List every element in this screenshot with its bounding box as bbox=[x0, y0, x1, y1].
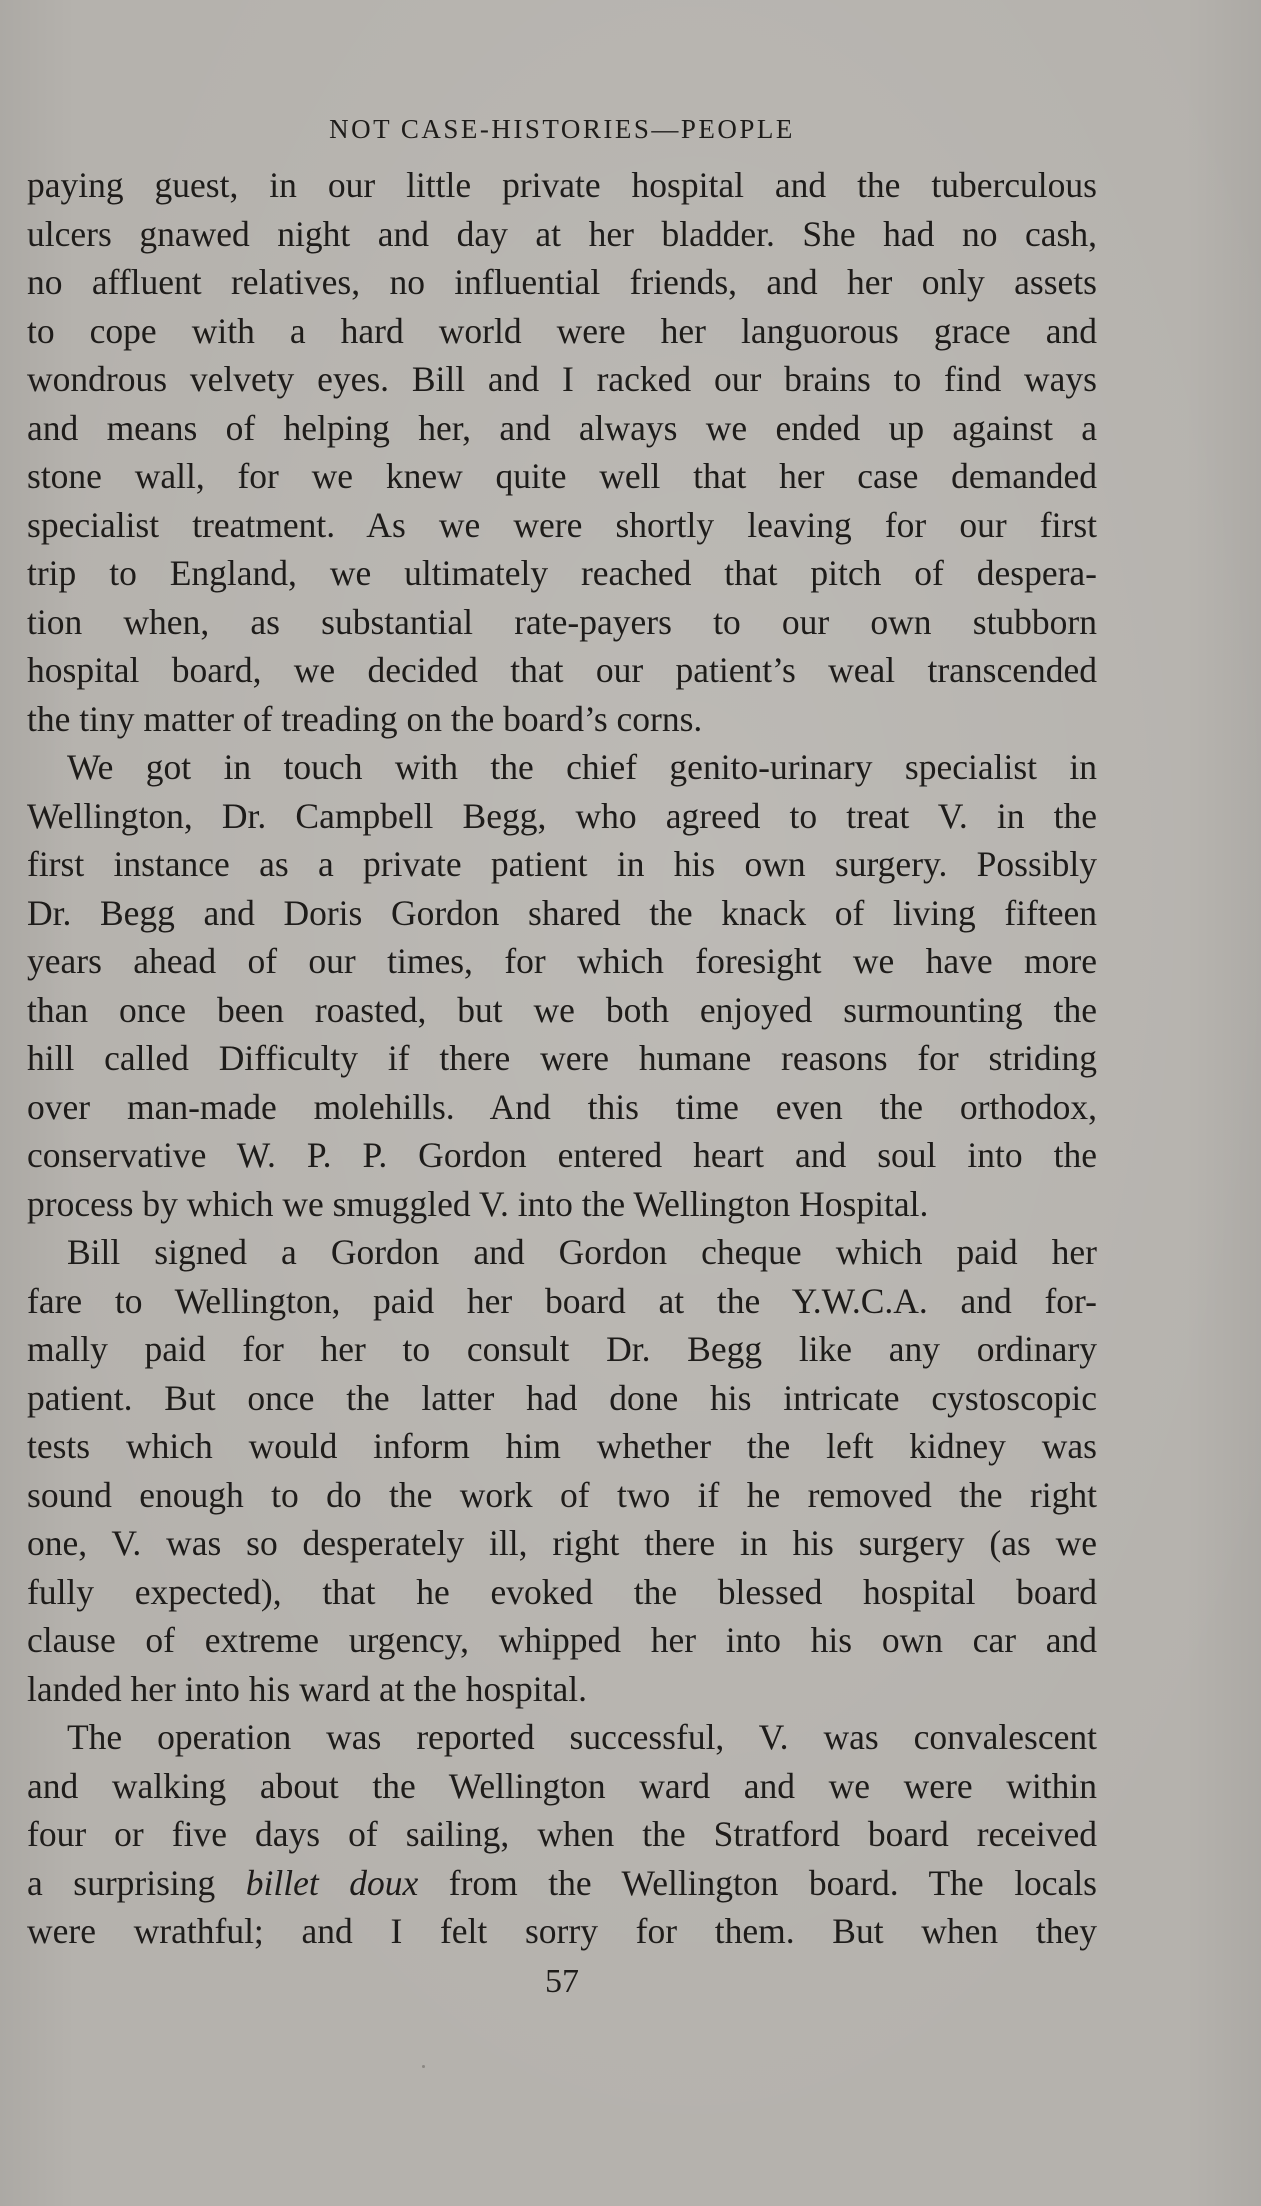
text-line: patient. But once the latter had done his intricate cystoscopic bbox=[27, 1377, 1097, 1418]
page-number: 57 bbox=[545, 1963, 579, 2000]
text-line: and walking about the Wellington ward and we were within bbox=[27, 1765, 1097, 1806]
text-line: landed her into his ward at the hospital. bbox=[27, 1668, 587, 1709]
text-line: stone wall, for we knew quite well that her case demanded bbox=[27, 456, 1097, 496]
running-head: NOT CASE-HISTORIES—PEOPLE bbox=[329, 114, 795, 144]
text-line: one, V. was so desperately ill, right there in his surgery (as we bbox=[27, 1523, 1097, 1563]
text-line: first instance as a private patient in his own surgery. Possibly bbox=[27, 844, 1097, 884]
text-line: tion when, as substantial rate-payers to our own stubborn bbox=[27, 601, 1097, 642]
text-line: tests which would inform him whether the left kidney was bbox=[27, 1426, 1097, 1466]
text-line: specialist treatment. As we were shortly leaving for our first bbox=[27, 504, 1097, 545]
text-line: four or five days of sailing, when the Stratford board received bbox=[27, 1814, 1097, 1854]
text-line: the tiny matter of treading on the board’s corns. bbox=[27, 698, 703, 739]
text-line: Bill signed a Gordon and Gordon cheque which paid her bbox=[67, 1232, 1097, 1272]
text-line: years ahead of our times, for which foresight we have more bbox=[27, 941, 1097, 981]
text-segment: a surprising bbox=[27, 1862, 246, 1903]
text-line: than once been roasted, but we both enjoyed surmounting the bbox=[27, 989, 1097, 1030]
text-line: fare to Wellington, paid her board at the Y.W.C.A. and for- bbox=[27, 1280, 1097, 1321]
text-line bbox=[27, 1859, 1097, 1908]
book-page bbox=[27, 0, 1097, 2206]
text-line: no affluent relatives, no influential friends, and her only assets bbox=[27, 262, 1097, 302]
text-line: wondrous velvety eyes. Bill and I racked our brains to find ways bbox=[27, 359, 1097, 399]
text-line: ulcers gnawed night and day at her bladder. She had no cash, bbox=[27, 213, 1097, 254]
text-line: to cope with a hard world were her languorous grace and bbox=[27, 310, 1097, 351]
text-line: clause of extreme urgency, whipped her into his own car and bbox=[27, 1620, 1097, 1660]
text-line: process by which we smuggled V. into the Wellington Hospital. bbox=[27, 1183, 929, 1224]
text-line: hill called Difficulty if there were humane reasons for striding bbox=[27, 1038, 1097, 1078]
text-line: paying guest, in our little private hospital and the tuberculous bbox=[27, 165, 1097, 205]
text-line: fully expected), that he evoked the blessed hospital board bbox=[27, 1571, 1097, 1612]
text-line: The operation was reported successful, V. was convalescent bbox=[67, 1717, 1097, 1757]
body-text bbox=[27, 161, 1097, 1956]
text-line: sound enough to do the work of two if he removed the right bbox=[27, 1474, 1097, 1515]
text-line: Dr. Begg and Doris Gordon shared the knack of living fifteen bbox=[27, 892, 1097, 933]
text-line: and means of helping her, and always we ended up against a bbox=[27, 407, 1097, 448]
text-line: conservative W. P. P. Gordon entered heart and soul into the bbox=[27, 1135, 1097, 1175]
text-line: trip to England, we ultimately reached that pitch of despera- bbox=[27, 553, 1097, 593]
text-line: hospital board, we decided that our patient’s weal transcended bbox=[27, 650, 1097, 690]
italic-phrase: billet doux bbox=[245, 1862, 419, 1903]
text-line: mally paid for her to consult Dr. Begg like any ordinary bbox=[27, 1329, 1097, 1369]
text-segment: from the Wellington board. The locals bbox=[418, 1862, 1097, 1903]
text-line: over man-made molehills. And this time even the orthodox, bbox=[27, 1086, 1097, 1127]
text-line: were wrathful; and I felt sorry for them. But when they bbox=[27, 1911, 1097, 1951]
text-line: We got in touch with the chief genito-urinary specialist in bbox=[67, 747, 1097, 787]
text-line: Wellington, Dr. Campbell Begg, who agreed to treat V. in the bbox=[27, 795, 1097, 836]
paper-speck bbox=[422, 2065, 425, 2068]
